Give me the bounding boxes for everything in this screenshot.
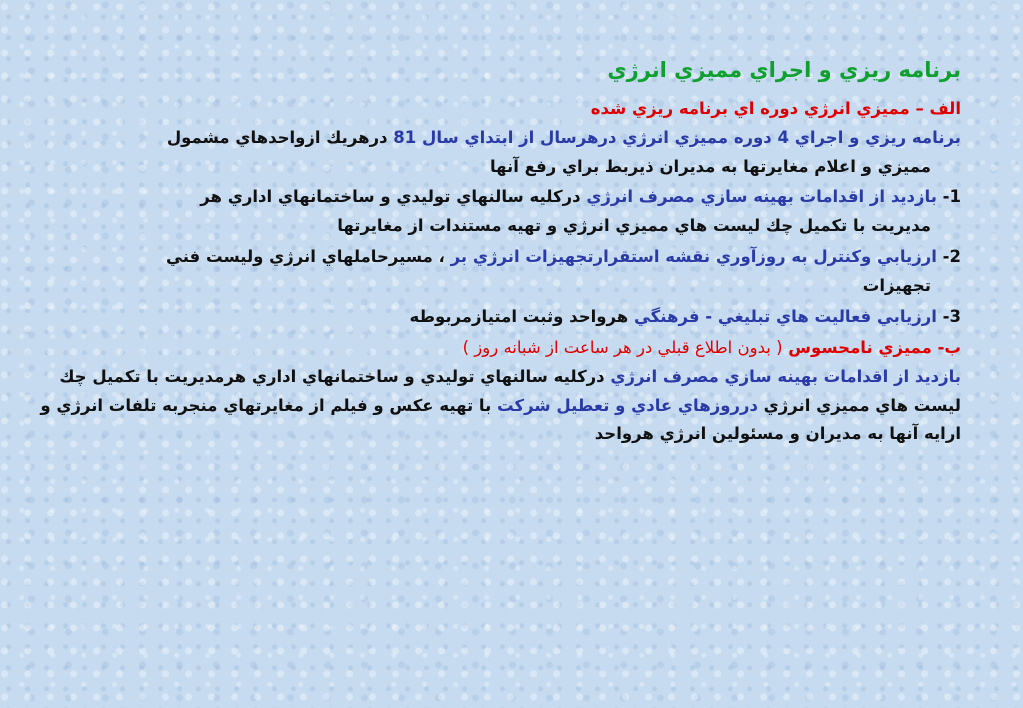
list-item-2	[40, 243, 961, 301]
paragraph-text: درهريك ازواحدهاي مشمول	[166, 127, 388, 147]
item-number: 3-	[942, 306, 961, 326]
paragraph-text: با تكميل چك ليست هاي مميزي انرژي	[59, 366, 961, 415]
paragraph-highlight: درروزهاي عادي و تعطيل شركت	[497, 395, 758, 415]
paragraph-highlight: برنامه ريزي و اجراي 4 دوره مميزي انرژي درهرسال از ابتداي سال	[422, 127, 961, 147]
list-item-1	[40, 183, 961, 241]
section-b-heading: ب- مميزي نامحسوس	[788, 337, 961, 357]
item-text: دركليه سالنهاي توليدي و ساختمانهاي اداري هر	[200, 187, 581, 207]
section-a-paragraph	[40, 124, 961, 182]
item-number: 1-	[942, 187, 961, 207]
paragraph-continuation: مميزي و اعلام مغايرتها به مديران ذيربط براي رفع آنها	[489, 156, 931, 176]
section-b-note: ( بدون اطلاع قبلي در هر ساعت از شبانه روز )	[462, 337, 783, 357]
section-a-heading: الف – مميزي انرژي دوره اي برنامه ريزي شده	[590, 98, 961, 118]
item-continuation: تجهيزات	[862, 276, 931, 295]
section-b-heading-line	[40, 334, 961, 363]
item-continuation: مديريت با تكميل چك ليست هاي مميزي انرژي و تهيه مستندات از مغايرتها	[337, 216, 931, 236]
paragraph-year: 81	[393, 127, 417, 147]
item-highlight: ارزيابي وكنترل به روزآوري نقشه استقرارتجهيزات انرژي بر	[450, 247, 937, 267]
paragraph-highlight: بازديد از اقدامات بهينه سازي مصرف انرژي	[610, 366, 961, 386]
item-text: ، مسيرحاملهاي انرژي وليست فني	[166, 247, 445, 267]
paragraph-text: با تهيه عكس و فيلم از	[309, 395, 492, 415]
item-number: 2-	[942, 247, 961, 267]
list-item-3	[40, 303, 961, 332]
slide-content	[40, 52, 961, 449]
paragraph-text: مغايرتهاي منجربه تلفات انرژي و ارايه آنها به مديران و مسئولين انرژي هرواحد	[40, 395, 961, 444]
item-highlight: ارزيابي فعاليت هاي تبليغي - فرهنگي	[633, 306, 937, 326]
item-text: هرواحد وثبت امتيازمربوطه	[409, 306, 629, 326]
paragraph-text: دركليه سالنهاي توليدي و ساختمانهاي اداري هرمديريت	[164, 366, 605, 386]
item-highlight: بازديد از اقدامات بهينه سازي مصرف انرژي	[586, 187, 937, 207]
slide-title: برنامه ريزي و اجراي مميزي انرژي	[607, 58, 961, 82]
section-b-paragraph	[40, 363, 961, 450]
